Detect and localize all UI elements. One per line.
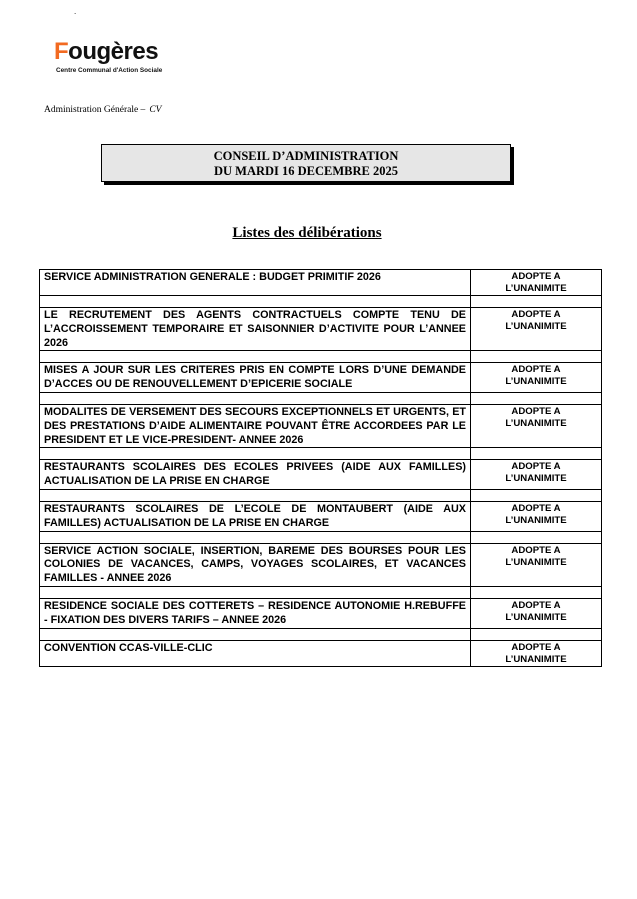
spacer-cell <box>471 586 602 598</box>
deliberation-result <box>471 363 602 393</box>
deliberation-subject: RESTAURANTS SCOLAIRES DE L’ECOLE DE MONTAUBERT (AIDE AUX FAMILLES) ACTUALISATION DE LA PRISE EN CHARGE <box>40 501 471 531</box>
spacer-cell <box>471 392 602 404</box>
table-spacer-row <box>40 351 602 363</box>
deliberation-subject: CONVENTION CCAS-VILLE-CLIC <box>40 640 471 666</box>
spacer-cell <box>40 351 471 363</box>
deliberation-result <box>471 640 602 666</box>
table-spacer-row <box>40 392 602 404</box>
deliberation-result <box>471 404 602 447</box>
result-line2: L’UNANIMITE <box>505 473 567 485</box>
deliberation-result <box>471 543 602 586</box>
logo-name-initial: F <box>54 38 69 65</box>
page-mark: . <box>74 7 77 16</box>
result-line1: ADOPTE A <box>511 271 561 282</box>
deliberation-subject: LE RECRUTEMENT DES AGENTS CONTRACTUELS COMPTE TENU DE L’ACCROISSEMENT TEMPORAIRE ET SAISONNIER D’ACTIVITE POUR L’ANNEE 2026 <box>40 308 471 351</box>
spacer-cell <box>471 531 602 543</box>
deliberation-result <box>471 460 602 490</box>
spacer-cell <box>40 296 471 308</box>
deliberation-result <box>471 270 602 296</box>
deliberation-subject: RESTAURANTS SCOLAIRES DES ECOLES PRIVEES (AIDE AUX FAMILLES) ACTUALISATION DE LA PRISE EN CHARGE <box>40 460 471 490</box>
table-spacer-row <box>40 628 602 640</box>
page-heading <box>0 225 614 242</box>
deliberation-result <box>471 598 602 628</box>
table-row <box>40 640 602 666</box>
deliberation-subject: MODALITES DE VERSEMENT DES SECOURS EXCEPTIONNELS ET URGENTS, ET DES PRESTATIONS D’AIDE ALIMENTAIRE POUVANT ÊTRE ACCORDEES PAR LE PRESIDENT ET LE VICE-PRESIDENT- ANNEE 2026 <box>40 404 471 447</box>
admin-initials: CV <box>149 105 162 115</box>
result-line2: L’UNANIMITE <box>505 283 567 294</box>
result-line2: L’UNANIMITE <box>505 653 567 665</box>
result-line1: ADOPTE A <box>511 544 561 556</box>
result-line1: ADOPTE A <box>511 309 561 320</box>
deliberation-subject: SERVICE ACTION SOCIALE, INSERTION, BAREME DES BOURSES POUR LES COLONIES DE VACANCES, CAMPS, VOYAGES SCOLAIRES, ET VACANCES FAMILLES - ANNEE 2026 <box>40 543 471 586</box>
logo-name <box>54 38 158 66</box>
spacer-cell <box>40 586 471 598</box>
table-spacer-row <box>40 448 602 460</box>
table-row <box>40 598 602 628</box>
deliberation-subject: MISES A JOUR SUR LES CRITERES PRIS EN COMPTE LORS D’UNE DEMANDE D’ACCES OU DE RENOUVELLEMENT D’EPICERIE SOCIALE <box>40 363 471 393</box>
deliberations-table <box>39 269 602 667</box>
result-line2: L’UNANIMITE <box>505 556 567 568</box>
spacer-cell <box>471 296 602 308</box>
page-heading-text: Listes des délibérations <box>232 225 382 241</box>
deliberation-subject: RESIDENCE SOCIALE DES COTTERETS – RESIDENCE AUTONOMIE H.REBUFFE - FIXATION DES DIVERS TARIFS – ANNEE 2026 <box>40 598 471 628</box>
meeting-title-line1: CONSEIL D’ADMINISTRATION <box>213 149 399 163</box>
table-row <box>40 460 602 490</box>
table-row <box>40 543 602 586</box>
table-spacer-row <box>40 489 602 501</box>
meeting-title-line2: DU MARDI 16 DECEMBRE 2025 <box>213 164 399 178</box>
spacer-cell <box>40 628 471 640</box>
table-spacer-row <box>40 586 602 598</box>
result-line1: ADOPTE A <box>511 641 561 653</box>
admin-reference <box>44 105 161 115</box>
result-line2: L’UNANIMITE <box>505 611 567 623</box>
table-row <box>40 308 602 351</box>
spacer-cell <box>471 448 602 460</box>
logo-subtitle: Centre Communal d'Action Sociale <box>56 67 163 74</box>
meeting-title-box <box>101 144 511 182</box>
admin-department: Administration Générale – <box>44 105 146 115</box>
result-line2: L’UNANIMITE <box>505 376 567 388</box>
result-line2: L’UNANIMITE <box>505 514 567 526</box>
deliberation-subject: SERVICE ADMINISTRATION GENERALE : BUDGET PRIMITIF 2026 <box>40 270 471 296</box>
result-line1: ADOPTE A <box>511 599 561 611</box>
table-row <box>40 363 602 393</box>
result-line2: L’UNANIMITE <box>505 417 567 429</box>
spacer-cell <box>40 392 471 404</box>
result-line1: ADOPTE A <box>511 405 561 417</box>
table-spacer-row <box>40 531 602 543</box>
spacer-cell <box>40 448 471 460</box>
table-spacer-row <box>40 296 602 308</box>
spacer-cell <box>40 531 471 543</box>
result-line1: ADOPTE A <box>511 461 561 473</box>
spacer-cell <box>471 351 602 363</box>
deliberation-result <box>471 308 602 351</box>
fougeres-logo <box>54 38 184 88</box>
spacer-cell <box>471 489 602 501</box>
result-line2: L’UNANIMITE <box>505 321 567 332</box>
logo-name-rest: ougères <box>68 38 159 65</box>
spacer-cell <box>40 489 471 501</box>
table-row <box>40 501 602 531</box>
deliberation-result <box>471 501 602 531</box>
table-row <box>40 270 602 296</box>
result-line1: ADOPTE A <box>511 364 561 376</box>
spacer-cell <box>471 628 602 640</box>
table-row <box>40 404 602 447</box>
result-line1: ADOPTE A <box>511 502 561 514</box>
